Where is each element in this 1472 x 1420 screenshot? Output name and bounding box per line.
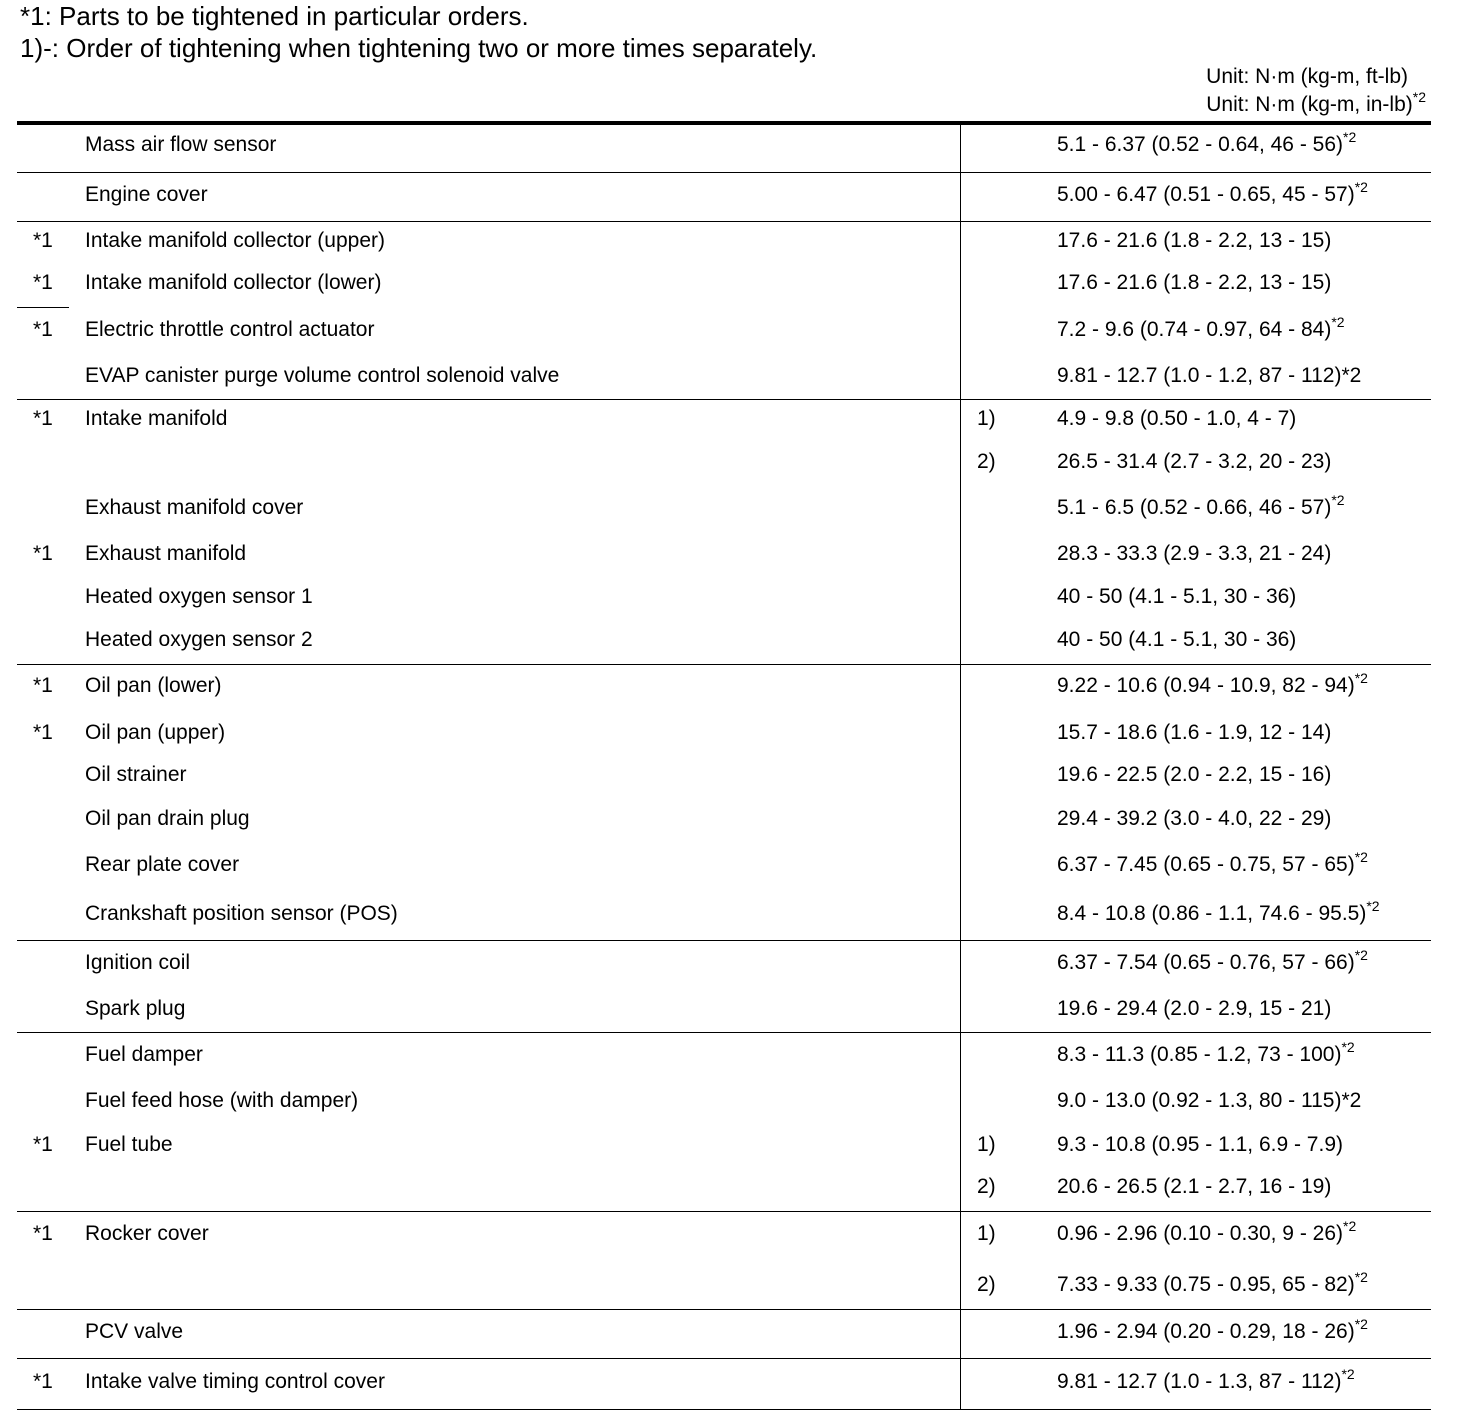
torque-value-text: 0.96 - 2.96 (0.10 - 0.30, 9 - 26) xyxy=(1057,1222,1344,1245)
row-separator xyxy=(17,1409,1431,1410)
note-parts-order: *1: Parts to be tightened in particular orders. xyxy=(20,1,529,31)
part-name: Heated oxygen sensor 1 xyxy=(85,585,313,608)
tightening-step: 1) xyxy=(977,407,996,430)
part-name: Rocker cover xyxy=(85,1222,209,1245)
row-separator xyxy=(17,940,1431,941)
torque-value-text: 5.1 - 6.37 (0.52 - 0.64, 46 - 56) xyxy=(1057,133,1344,156)
unit-in-lb-footnote: *2 xyxy=(1412,89,1426,105)
torque-value-text: 9.0 - 13.0 (0.92 - 1.3, 80 - 115)*2 xyxy=(1057,1089,1362,1112)
part-name: Exhaust manifold cover xyxy=(85,496,304,519)
row-separator xyxy=(17,221,1431,222)
torque-value xyxy=(1057,626,1296,654)
torque-value xyxy=(1057,362,1361,390)
part-name: Ignition coil xyxy=(85,951,191,974)
torque-value xyxy=(1057,1041,1355,1069)
torque-value-text: 17.6 - 21.6 (1.8 - 2.2, 13 - 15) xyxy=(1057,229,1332,252)
row-separator xyxy=(17,399,1431,400)
torque-value-text: 5.1 - 6.5 (0.52 - 0.66, 46 - 57) xyxy=(1057,496,1332,519)
torque-value-text: 6.37 - 7.54 (0.65 - 0.76, 57 - 66) xyxy=(1057,951,1355,974)
order-mark: *1 xyxy=(33,318,53,341)
torque-value xyxy=(1057,805,1331,833)
row-separator xyxy=(17,664,1431,665)
torque-value xyxy=(1057,227,1331,255)
torque-value-text: 8.3 - 11.3 (0.85 - 1.2, 73 - 100) xyxy=(1057,1043,1342,1066)
torque-value-text: 15.7 - 18.6 (1.6 - 1.9, 12 - 14) xyxy=(1057,721,1332,744)
torque-value xyxy=(1057,583,1296,611)
torque-value xyxy=(1057,316,1345,344)
part-name: Heated oxygen sensor 2 xyxy=(85,628,313,651)
torque-footnote: *2 xyxy=(1366,898,1380,914)
torque-value-text: 17.6 - 21.6 (1.8 - 2.2, 13 - 15) xyxy=(1057,271,1332,294)
part-name: Intake manifold xyxy=(85,407,228,430)
torque-value-text: 4.9 - 9.8 (0.50 - 1.0, 4 - 7) xyxy=(1057,407,1297,430)
part-name: Intake manifold collector (upper) xyxy=(85,229,385,252)
torque-value xyxy=(1057,1368,1355,1396)
unit-in-lb-text: Unit: N·m (kg-m, in-lb) xyxy=(1206,93,1413,116)
torque-value-text: 7.33 - 9.33 (0.75 - 0.95, 65 - 82) xyxy=(1057,1273,1355,1296)
torque-value xyxy=(1057,1220,1356,1248)
order-mark: *1 xyxy=(33,721,53,744)
row-separator xyxy=(17,1032,1431,1033)
torque-value-text: 26.5 - 31.4 (2.7 - 3.2, 20 - 23) xyxy=(1057,450,1332,473)
torque-value xyxy=(1057,405,1296,433)
torque-value-text: 40 - 50 (4.1 - 5.1, 30 - 36) xyxy=(1057,585,1297,608)
torque-value xyxy=(1057,949,1368,977)
torque-value-text: 28.3 - 33.3 (2.9 - 3.3, 21 - 24) xyxy=(1057,542,1332,565)
torque-value xyxy=(1057,1318,1368,1346)
part-name: Fuel damper xyxy=(85,1043,203,1066)
torque-footnote: *2 xyxy=(1341,1039,1355,1055)
unit-in-lb xyxy=(1206,91,1426,119)
torque-value-text: 19.6 - 22.5 (2.0 - 2.2, 15 - 16) xyxy=(1057,763,1332,786)
order-mark: *1 xyxy=(33,271,53,294)
part-name: Oil pan (upper) xyxy=(85,721,226,744)
part-name: Fuel feed hose (with damper) xyxy=(85,1089,359,1112)
order-mark: *1 xyxy=(33,542,53,565)
tightening-step: 1) xyxy=(977,1222,996,1245)
part-name: Mass air flow sensor xyxy=(85,133,277,156)
part-name: Engine cover xyxy=(85,183,208,206)
part-name: Spark plug xyxy=(85,997,186,1020)
part-name: Fuel tube xyxy=(85,1133,173,1156)
torque-footnote: *2 xyxy=(1341,1366,1355,1382)
mark-separator xyxy=(17,307,69,308)
torque-footnote: *2 xyxy=(1331,314,1345,330)
unit-ft-lb: Unit: N·m (kg-m, ft-lb) xyxy=(1206,65,1408,88)
torque-footnote: *2 xyxy=(1343,1218,1357,1234)
torque-value xyxy=(1057,1271,1368,1299)
order-mark: *1 xyxy=(33,674,53,697)
column-divider xyxy=(960,124,961,1410)
torque-value xyxy=(1057,1087,1361,1115)
torque-value xyxy=(1057,995,1331,1023)
torque-value-text: 5.00 - 6.47 (0.51 - 0.65, 45 - 57) xyxy=(1057,183,1355,206)
torque-value xyxy=(1057,851,1368,879)
torque-value xyxy=(1057,494,1345,522)
part-name: Intake manifold collector (lower) xyxy=(85,271,382,294)
order-mark: *1 xyxy=(33,1222,53,1245)
torque-footnote: *2 xyxy=(1354,849,1368,865)
order-mark: *1 xyxy=(33,229,53,252)
note-tightening-order: 1)-: Order of tightening when tightening two or more times separately. xyxy=(20,33,818,63)
torque-footnote: *2 xyxy=(1354,179,1368,195)
torque-value-text: 40 - 50 (4.1 - 5.1, 30 - 36) xyxy=(1057,628,1297,651)
torque-value xyxy=(1057,181,1368,209)
torque-footnote: *2 xyxy=(1354,1316,1368,1332)
torque-value xyxy=(1057,672,1368,700)
torque-value xyxy=(1057,448,1331,476)
torque-footnote: *2 xyxy=(1343,129,1357,145)
tightening-step: 1) xyxy=(977,1133,996,1156)
part-name: Oil pan drain plug xyxy=(85,807,250,830)
torque-value-text: 19.6 - 29.4 (2.0 - 2.9, 15 - 21) xyxy=(1057,997,1332,1020)
tightening-step: 2) xyxy=(977,1175,996,1198)
order-mark: *1 xyxy=(33,407,53,430)
torque-value-text: 20.6 - 26.5 (2.1 - 2.7, 16 - 19) xyxy=(1057,1175,1332,1198)
row-separator xyxy=(17,1309,1431,1310)
torque-value xyxy=(1057,719,1331,747)
part-name: Oil strainer xyxy=(85,763,187,786)
torque-value-text: 29.4 - 39.2 (3.0 - 4.0, 22 - 29) xyxy=(1057,807,1332,830)
torque-value-text: 9.81 - 12.7 (1.0 - 1.2, 87 - 112)*2 xyxy=(1057,364,1362,387)
torque-value-text: 9.81 - 12.7 (1.0 - 1.3, 87 - 112) xyxy=(1057,1370,1342,1393)
torque-footnote: *2 xyxy=(1354,670,1368,686)
torque-value xyxy=(1057,761,1331,789)
torque-value xyxy=(1057,269,1331,297)
torque-value xyxy=(1057,900,1380,928)
torque-value xyxy=(1057,1173,1331,1201)
row-separator xyxy=(17,1358,1431,1359)
order-mark: *1 xyxy=(33,1133,53,1156)
part-name: Rear plate cover xyxy=(85,853,240,876)
row-separator xyxy=(17,172,1431,173)
torque-value-text: 9.22 - 10.6 (0.94 - 10.9, 82 - 94) xyxy=(1057,674,1355,697)
torque-footnote: *2 xyxy=(1354,1269,1368,1285)
part-name: Intake valve timing control cover xyxy=(85,1370,385,1393)
torque-value-text: 8.4 - 10.8 (0.86 - 1.1, 74.6 - 95.5) xyxy=(1057,902,1367,925)
part-name: Crankshaft position sensor (POS) xyxy=(85,902,398,925)
tightening-step: 2) xyxy=(977,1273,996,1296)
torque-footnote: *2 xyxy=(1331,492,1345,508)
torque-value-text: 9.3 - 10.8 (0.95 - 1.1, 6.9 - 7.9) xyxy=(1057,1133,1343,1156)
torque-value-text: 6.37 - 7.45 (0.65 - 0.75, 57 - 65) xyxy=(1057,853,1355,876)
torque-value xyxy=(1057,1131,1343,1159)
table-top-rule xyxy=(17,121,1431,125)
torque-value-text: 7.2 - 9.6 (0.74 - 0.97, 64 - 84) xyxy=(1057,318,1332,341)
torque-value xyxy=(1057,131,1356,159)
part-name: PCV valve xyxy=(85,1320,184,1343)
torque-value-text: 1.96 - 2.94 (0.20 - 0.29, 18 - 26) xyxy=(1057,1320,1355,1343)
order-mark: *1 xyxy=(33,1370,53,1393)
part-name: Oil pan (lower) xyxy=(85,674,222,697)
torque-value xyxy=(1057,540,1331,568)
part-name: Exhaust manifold xyxy=(85,542,247,565)
part-name: Electric throttle control actuator xyxy=(85,318,375,341)
torque-footnote: *2 xyxy=(1354,947,1368,963)
row-separator xyxy=(17,1211,1431,1212)
tightening-step: 2) xyxy=(977,450,996,473)
part-name: EVAP canister purge volume control solenoid valve xyxy=(85,364,560,387)
